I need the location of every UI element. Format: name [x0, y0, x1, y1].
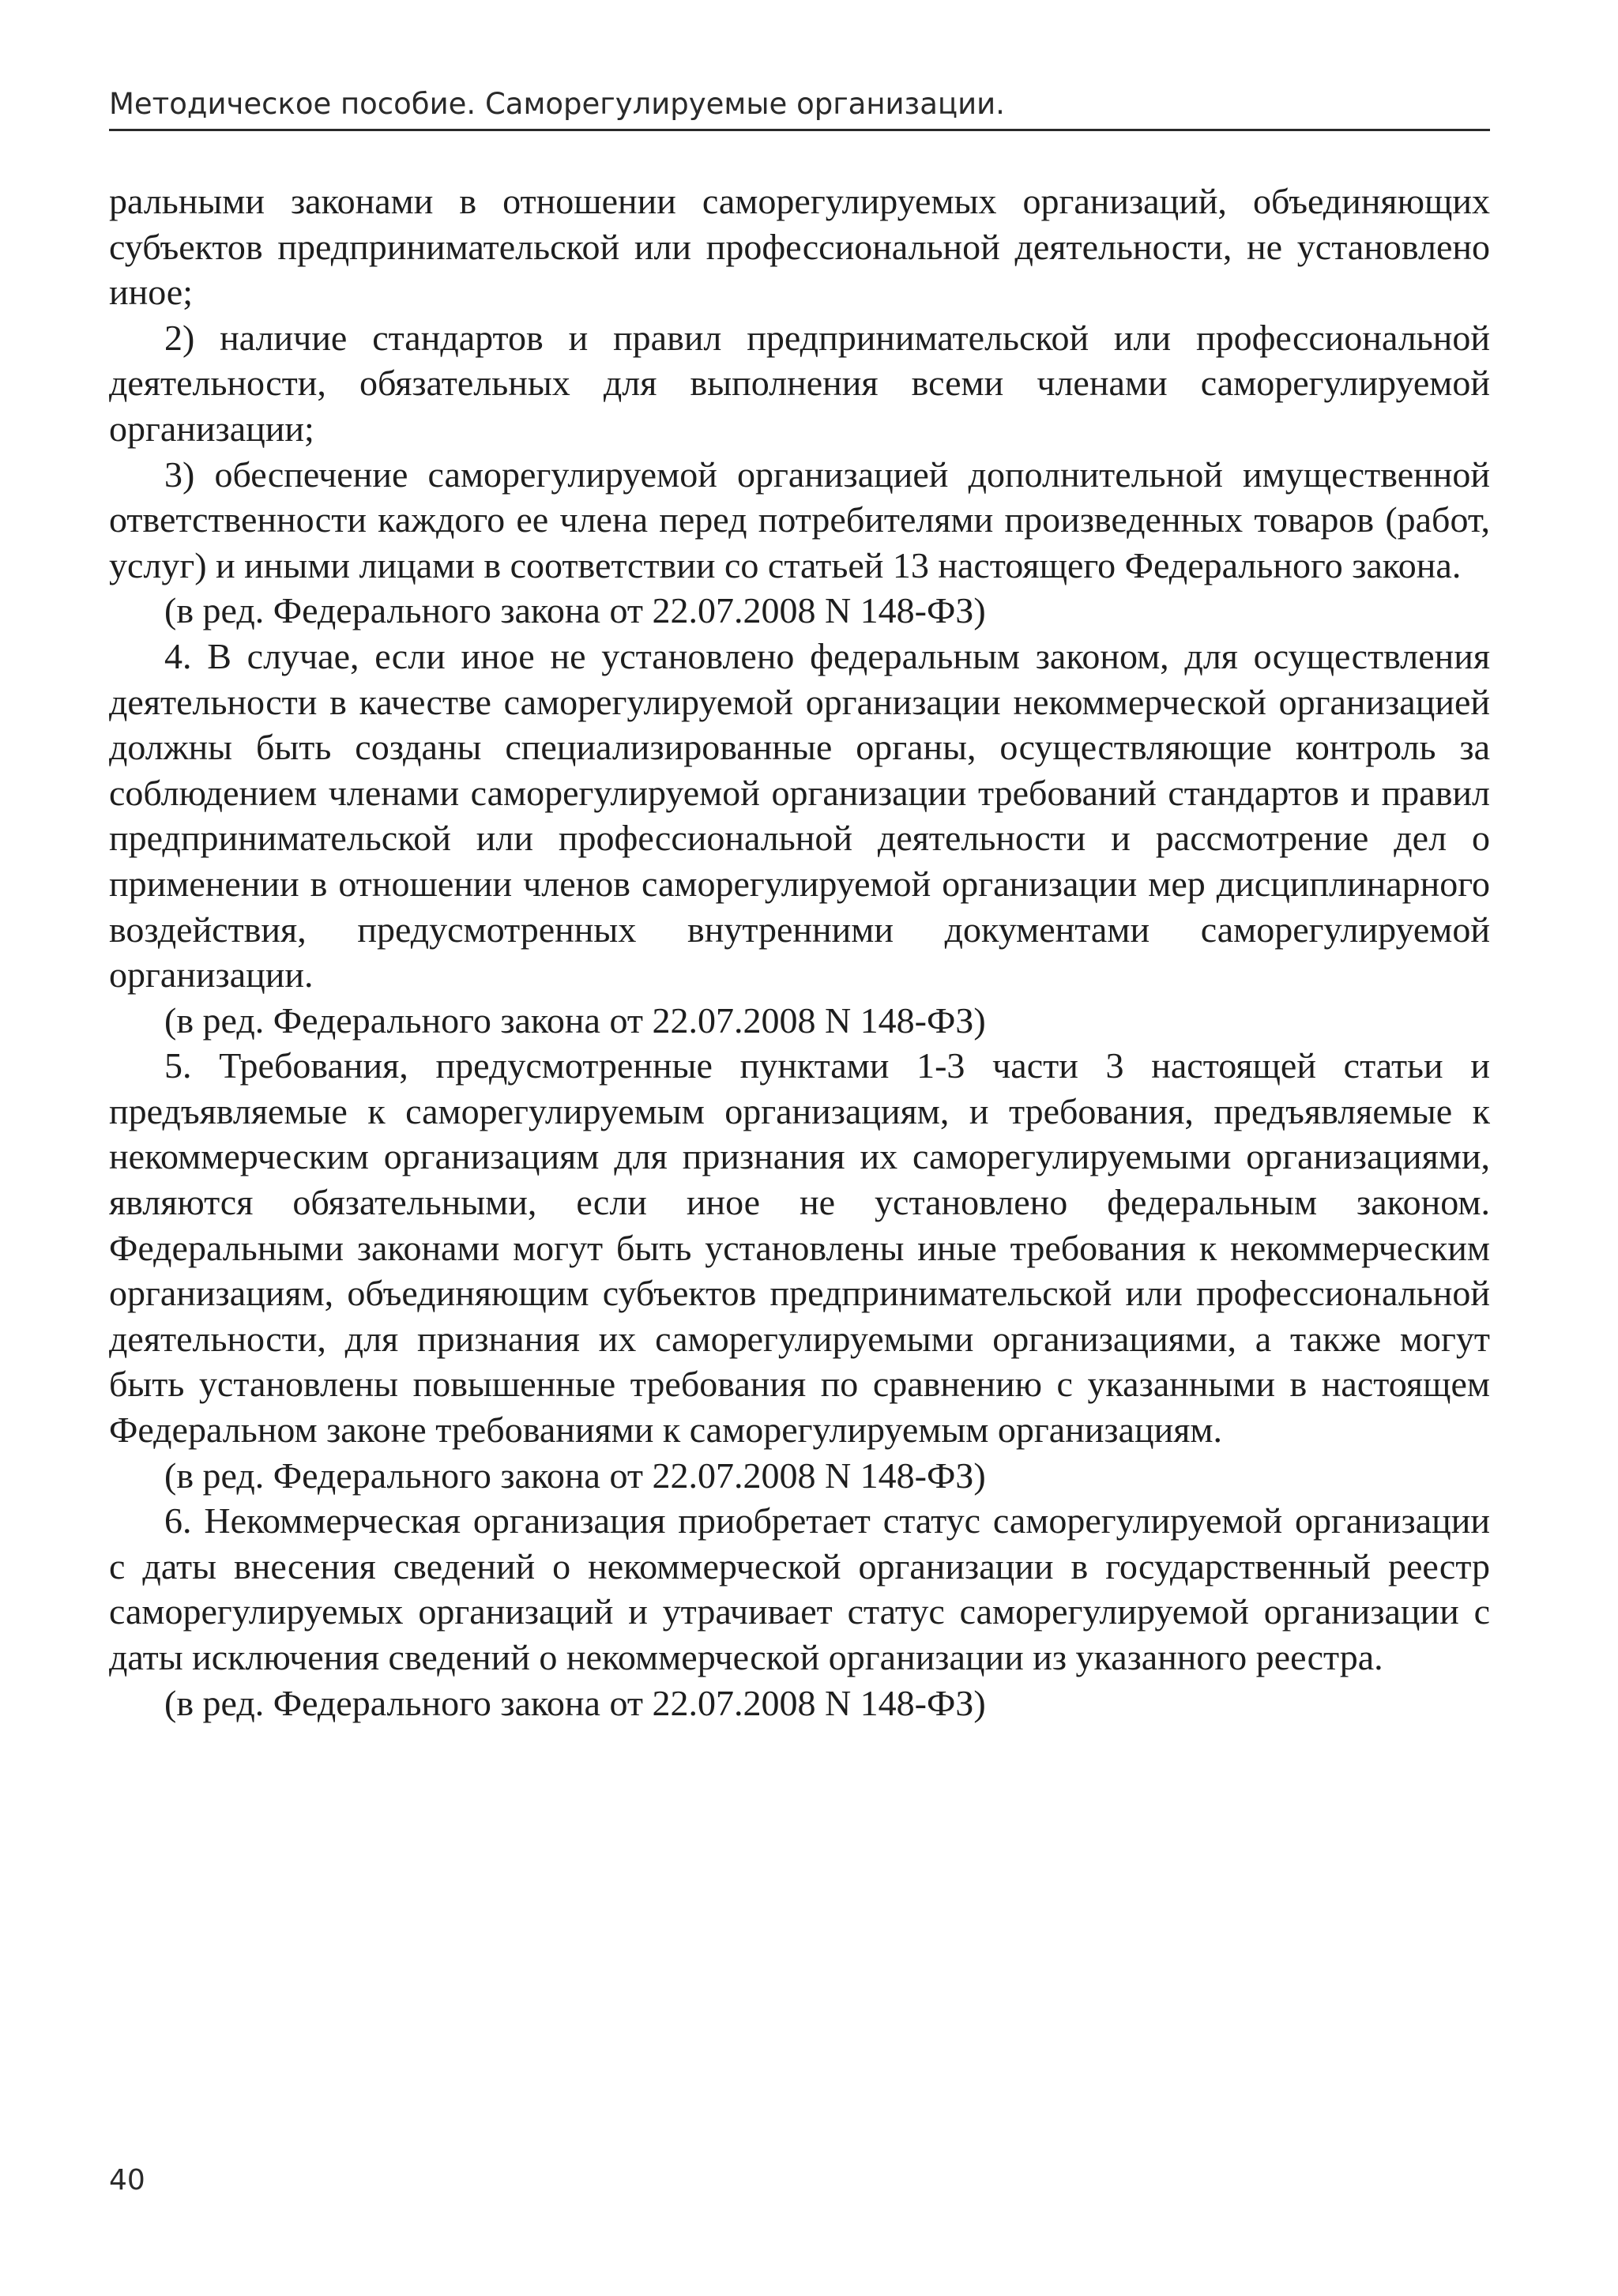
paragraph-section-5: 5. Требования, предусмотренные пунктами 1-3 части 3 настоящей статьи и предъявляемые к саморегулируемым организациям, и требования, предъявляемые к некоммерческим организациям для признания их саморегулируемыми организациями, являются обязательными, если иное не установлено федеральным законом. Федеральными законами могут быть установлены иные требования к некоммерческим организациям, объединяющим субъектов предпринимательской или профессиональной деятельности, для признания их саморегулируемыми организациями, а также могут быть установлены повышенные требования по сравнению с указанными в настоящем Федеральном законе требованиями к саморегулируемым организациям. — [109, 1045, 1490, 1451]
page-body — [109, 179, 1490, 1726]
paragraph-section-4: 4. В случае, если иное не установлено федеральным законом, для осуществления деятельности в качестве саморегулируемой организации некоммерческой организацией должны быть созданы специализированные органы, осуществляющие контроль за соблюдением членами саморегулируемой организации требований стандартов и правил предпринимательской или профессиональной деятельности и рассмотрение дел о применении в отношении членов саморегулируемой организации мер дисциплинарного воздействия, предусмотренных внутренними документами саморегулируемой организации. — [109, 635, 1490, 996]
paragraph-section-6: 6. Некоммерческая организация приобретает статус саморегулируемой организации с даты внесения сведений о некоммерческой организации в государственный реестр саморегулируемых организаций и утрачивает статус саморегулируемой организации с даты исключения сведений о некоммерческой организации из указанного реестра. — [109, 1500, 1490, 1677]
paragraph-continuation: ральными законами в отношении саморегулируемых организаций, объединяющих субъектов предпринимательской или профессиональной деятельности, не установлено иное; — [109, 181, 1490, 313]
amendment-note: (в ред. Федерального закона от 22.07.2008 N 148-ФЗ) — [164, 1455, 986, 1496]
page-header — [109, 79, 1490, 131]
amendment-note: (в ред. Федерального закона от 22.07.2008 N 148-ФЗ) — [164, 999, 986, 1041]
paragraph-item-3: 3) обеспечение саморегулируемой организацией дополнительной имущественной ответственности каждого ее члена перед потребителями произведенных товаров (работ, услуг) и иными лицами в соответствии со статьей 13 настоящего Федерального закона. — [109, 454, 1490, 585]
running-header-title: Методическое пособие. Саморегулируемые организации. — [109, 87, 1005, 121]
amendment-note: (в ред. Федерального закона от 22.07.2008 N 148-ФЗ) — [164, 1682, 986, 1723]
amendment-note: (в ред. Федерального закона от 22.07.2008 N 148-ФЗ) — [164, 590, 986, 631]
page-number: 40 — [109, 2164, 145, 2196]
paragraph-item-2: 2) наличие стандартов и правил предпринимательской или профессиональной деятельности, обязательных для выполнения всеми членами саморегулируемой организации; — [109, 317, 1490, 449]
